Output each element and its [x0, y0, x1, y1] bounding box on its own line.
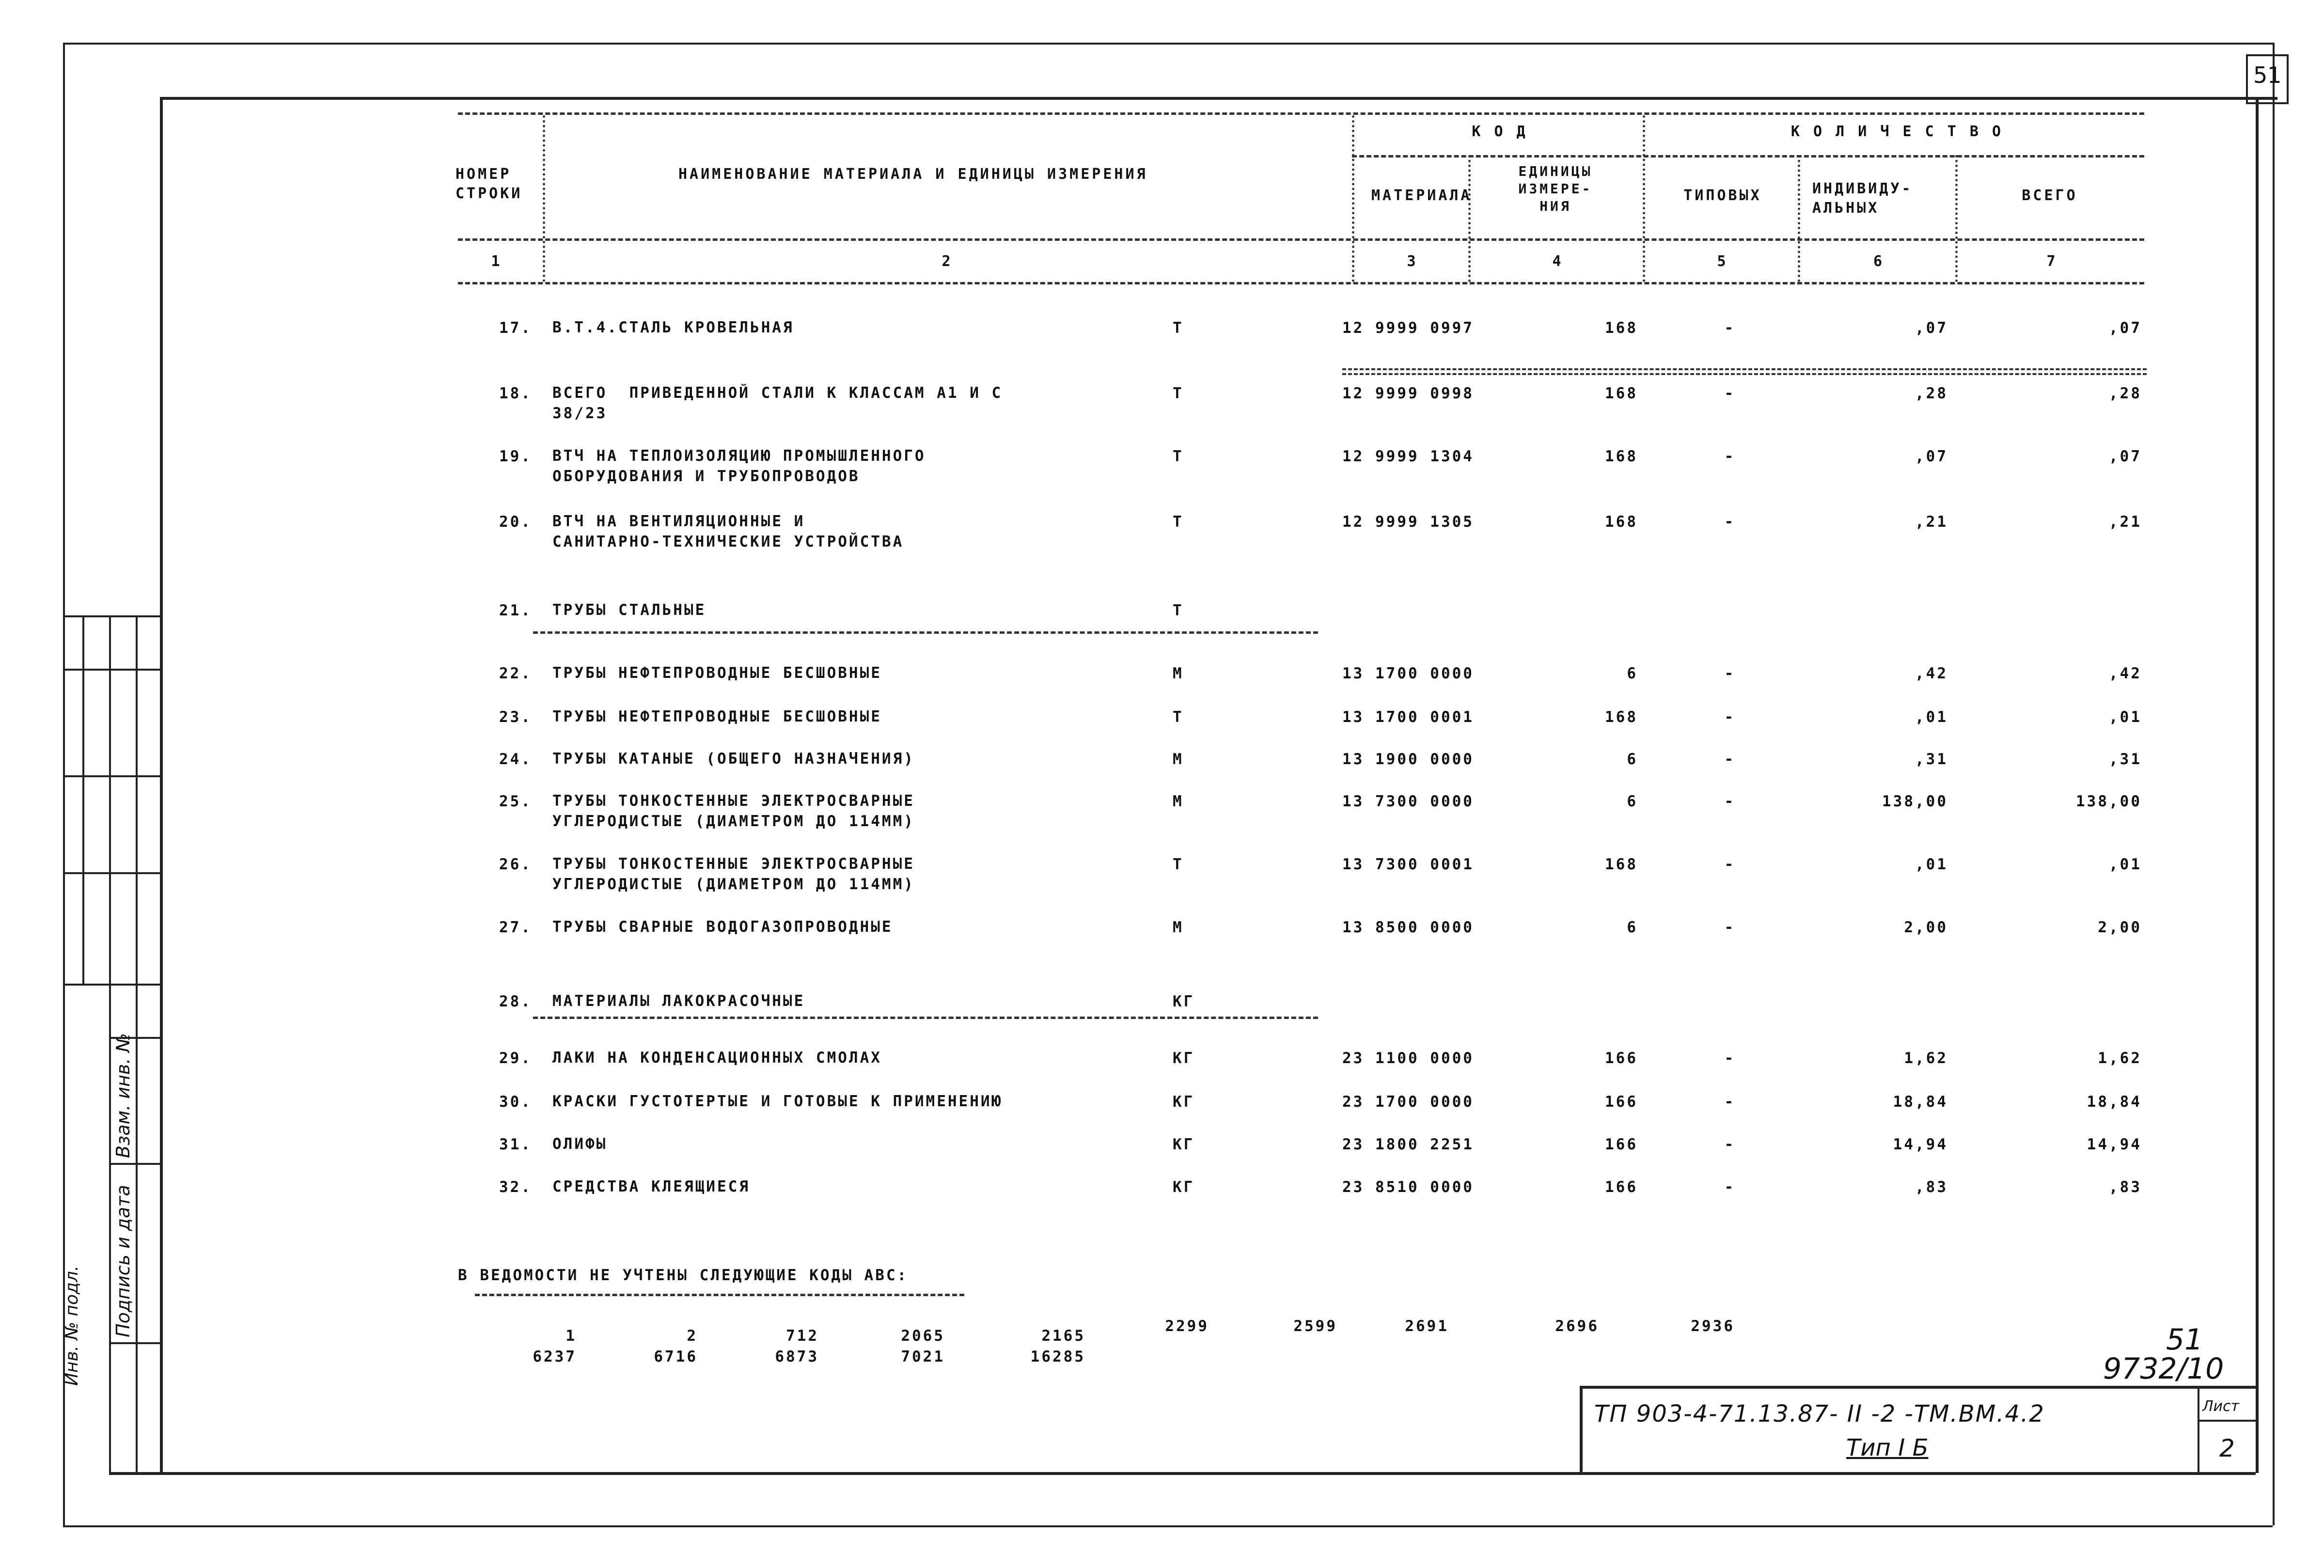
side-label-replace: Взам. инв. № — [112, 1033, 134, 1158]
row-unit-code: 6 — [1627, 793, 1638, 810]
footer-code: 6237 — [533, 1348, 577, 1365]
footer-code: 2065 — [901, 1327, 945, 1345]
row-total: 138,00 — [2076, 793, 2142, 810]
inner-right-border — [2256, 97, 2259, 1473]
footer-code: 2 — [687, 1327, 698, 1345]
row-name: ТРУБЫ КАТАНЫЕ (ОБЩЕГО НАЗНАЧЕНИЯ) — [552, 750, 915, 768]
row-number: 30. — [499, 1093, 532, 1111]
header-num-line — [458, 282, 2144, 284]
row-number: 32. — [499, 1178, 532, 1196]
stamp-doc-type: Тип I Б — [1846, 1434, 1929, 1461]
footer-code: 2599 — [1293, 1317, 1337, 1335]
row-name: ТРУБЫ ТОНКОСТЕННЫЕ ЭЛЕКТРОСВАРНЫЕ УГЛЕРОДИСТЫЕ (ДИАМЕТРОМ ДО 114ММ) — [552, 792, 915, 830]
side-strip-line-3 — [63, 872, 160, 874]
header-top-line — [458, 112, 2144, 115]
hdr-sep-3 — [1468, 155, 1471, 282]
row-individual: ,01 — [1915, 708, 1948, 726]
row-unit: Т — [1173, 856, 1184, 873]
outer-right-border — [2273, 43, 2275, 1525]
row-unit: КГ — [1173, 1136, 1195, 1153]
row-unit-code: 166 — [1605, 1050, 1638, 1067]
col-num-3: 3 — [1407, 253, 1418, 270]
side-strip-line-1 — [63, 669, 160, 671]
footer-code: 7021 — [901, 1348, 945, 1365]
row-unit: Т — [1173, 602, 1184, 619]
row-unit: Т — [1173, 513, 1184, 531]
row-total: ,28 — [2109, 385, 2142, 402]
col-num-7: 7 — [2046, 253, 2058, 270]
header-row-no: НОМЕР СТРОКИ — [455, 166, 523, 202]
row-individual: ,07 — [1915, 448, 1948, 465]
row-total: ,31 — [2109, 751, 2142, 768]
row-code: 12 9999 1304 — [1342, 448, 1474, 465]
row-unit-code: 166 — [1605, 1093, 1638, 1111]
row-typical: - — [1724, 1093, 1736, 1111]
header-name: НАИМЕНОВАНИЕ МАТЕРИАЛА И ЕДИНИЦЫ ИЗМЕРЕНИЯ — [678, 166, 1148, 183]
row-name: ОЛИФЫ — [552, 1135, 608, 1153]
row-code: 23 1800 2251 — [1342, 1136, 1474, 1153]
stamp-number-bottom: 9732/10 — [2103, 1352, 2224, 1386]
double-line-b — [1342, 373, 2147, 375]
footer-code: 2165 — [1041, 1327, 1085, 1345]
row-code: 12 9999 0997 — [1342, 319, 1474, 337]
hdr-sep-6 — [1955, 155, 1958, 282]
row-total: 18,84 — [2087, 1093, 2142, 1111]
outer-bottom-border — [63, 1525, 2273, 1527]
row-individual: 138,00 — [1882, 793, 1948, 810]
row-number: 20. — [499, 513, 532, 531]
row-unit-code: 6 — [1627, 751, 1638, 768]
row-number: 23. — [499, 708, 532, 726]
row-code: 13 7300 0000 — [1342, 793, 1474, 810]
row-unit-code: 6 — [1627, 665, 1638, 682]
row-unit: М — [1173, 751, 1184, 768]
footer-code: 2696 — [1555, 1317, 1599, 1335]
row-typical: - — [1724, 1136, 1736, 1153]
side-strip-divider-1 — [82, 615, 84, 984]
row-total: 14,94 — [2087, 1136, 2142, 1153]
row-typical: - — [1724, 665, 1736, 682]
side-strip-line-7 — [109, 1342, 160, 1344]
header-col-typical: ТИПОВЫХ — [1683, 187, 1762, 204]
side-strip-line-2 — [63, 775, 160, 777]
side-strip-top — [63, 615, 160, 617]
row-unit: КГ — [1173, 1093, 1195, 1111]
row-total: ,83 — [2109, 1178, 2142, 1196]
group-underline-28 — [533, 1017, 1318, 1019]
header-code-group: К О Д — [1472, 123, 1528, 140]
row-code: 12 9999 0998 — [1342, 385, 1474, 402]
row-code: 13 8500 0000 — [1342, 919, 1474, 936]
side-strip-line-4 — [63, 984, 160, 986]
row-typical: - — [1724, 708, 1736, 726]
row-unit: М — [1173, 919, 1184, 936]
row-code: 13 1700 0000 — [1342, 665, 1474, 682]
row-unit-code: 168 — [1605, 708, 1638, 726]
row-individual: ,01 — [1915, 856, 1948, 873]
row-number: 21. — [499, 602, 532, 619]
row-individual: ,42 — [1915, 665, 1948, 682]
row-unit: КГ — [1173, 1050, 1195, 1067]
row-unit-code: 166 — [1605, 1178, 1638, 1196]
row-name: В.Т.4.СТАЛЬ КРОВЕЛЬНАЯ — [552, 319, 794, 336]
stamp-doc-code: ТП 903-4-71.13.87- II -2 -ТМ.ВМ.4.2 — [1594, 1400, 2045, 1427]
row-unit-code: 168 — [1605, 385, 1638, 402]
footer-code: 2691 — [1405, 1317, 1449, 1335]
row-typical: - — [1724, 513, 1736, 531]
row-total: ,01 — [2109, 708, 2142, 726]
row-individual: ,31 — [1915, 751, 1948, 768]
double-line-a — [1342, 368, 2147, 370]
row-name: МАТЕРИАЛЫ ЛАКОКРАСОЧНЫЕ — [552, 992, 805, 1010]
row-unit-code: 168 — [1605, 319, 1638, 337]
row-number: 19. — [499, 448, 532, 465]
header-col-material: МАТЕРИАЛА — [1371, 187, 1472, 204]
row-name: ЛАКИ НА КОНДЕНСАЦИОННЫХ СМОЛАХ — [552, 1049, 882, 1066]
row-individual: ,83 — [1915, 1178, 1948, 1196]
row-unit-code: 166 — [1605, 1136, 1638, 1153]
title-block-divider — [2198, 1386, 2199, 1472]
row-unit: КГ — [1173, 1178, 1195, 1196]
row-total: ,07 — [2109, 448, 2142, 465]
row-code: 13 1900 0000 — [1342, 751, 1474, 768]
row-number: 22. — [499, 665, 532, 682]
hdr-sep-5 — [1798, 155, 1800, 282]
row-individual: 2,00 — [1904, 919, 1948, 936]
header-col-total: ВСЕГО — [2022, 187, 2078, 204]
stamp-number-top: 51 — [2166, 1323, 2203, 1357]
side-strip-divider-2 — [136, 615, 138, 1473]
footer-code: 2299 — [1165, 1317, 1209, 1335]
row-unit-code: 168 — [1605, 448, 1638, 465]
stamp-list-number: 2 — [2219, 1434, 2235, 1462]
col-num-6: 6 — [1873, 253, 1885, 270]
footer-code: 2936 — [1691, 1317, 1735, 1335]
row-typical: - — [1724, 385, 1736, 402]
row-total: 1,62 — [2098, 1050, 2142, 1067]
col-num-2: 2 — [942, 253, 953, 270]
row-typical: - — [1724, 1050, 1736, 1067]
footer-note-underline — [475, 1294, 964, 1296]
row-number: 18. — [499, 385, 532, 402]
group-underline-21 — [533, 631, 1318, 634]
outer-top-border — [63, 43, 2273, 45]
row-typical: - — [1724, 856, 1736, 873]
row-code: 23 8510 0000 — [1342, 1178, 1474, 1196]
row-code: 12 9999 1305 — [1342, 513, 1474, 531]
row-number: 31. — [499, 1136, 532, 1153]
row-unit: Т — [1173, 448, 1184, 465]
row-unit-code: 6 — [1627, 919, 1638, 936]
hdr-sep-1 — [543, 115, 545, 282]
row-individual: 18,84 — [1893, 1093, 1948, 1111]
inner-top-border — [160, 97, 2277, 100]
row-name: ВСЕГО ПРИВЕДЕННОЙ СТАЛИ К КЛАССАМ А1 И С 38/23 — [552, 384, 1003, 422]
row-total: ,21 — [2109, 513, 2142, 531]
row-name: КРАСКИ ГУСТОТЕРТЫЕ И ГОТОВЫЕ К ПРИМЕНЕНИЮ — [552, 1093, 1003, 1110]
side-label-signature: Подпись и дата — [112, 1185, 134, 1337]
row-unit-code: 168 — [1605, 856, 1638, 873]
row-number: 17. — [499, 319, 532, 337]
header-bottom-line — [458, 238, 2144, 241]
row-individual: ,28 — [1915, 385, 1948, 402]
row-number: 24. — [499, 751, 532, 768]
sheet-number: 51 — [2253, 62, 2282, 88]
row-name: СРЕДСТВА КЛЕЯЩИЕСЯ — [552, 1178, 750, 1195]
row-individual: ,21 — [1915, 513, 1948, 531]
row-number: 26. — [499, 856, 532, 873]
header-mid-line — [1352, 155, 2144, 157]
stamp-list-label: Лист — [2202, 1398, 2240, 1415]
side-label-inv: Инв. № подл. — [62, 1265, 82, 1386]
row-typical: - — [1724, 319, 1736, 337]
footer-code: 6873 — [775, 1348, 819, 1365]
row-unit-code: 168 — [1605, 513, 1638, 531]
footer-code: 6716 — [654, 1348, 698, 1365]
row-individual: 14,94 — [1893, 1136, 1948, 1153]
header-qty-group: К О Л И Ч Е С Т В О — [1790, 123, 2004, 140]
row-individual: ,07 — [1915, 319, 1948, 337]
row-typical: - — [1724, 448, 1736, 465]
col-num-1: 1 — [491, 253, 502, 270]
row-code: 13 7300 0001 — [1342, 856, 1474, 873]
row-total: ,01 — [2109, 856, 2142, 873]
row-number: 29. — [499, 1050, 532, 1067]
hdr-sep-2 — [1352, 115, 1354, 282]
row-typical: - — [1724, 793, 1736, 810]
row-code: 23 1100 0000 — [1342, 1050, 1474, 1067]
title-block — [1580, 1386, 2259, 1475]
row-unit: М — [1173, 793, 1184, 810]
title-block-list-line — [2198, 1420, 2256, 1422]
row-typical: - — [1724, 1178, 1736, 1196]
row-individual: 1,62 — [1904, 1050, 1948, 1067]
row-unit: КГ — [1173, 993, 1195, 1010]
row-unit: Т — [1173, 319, 1184, 337]
footer-note: В ВЕДОМОСТИ НЕ УЧТЕНЫ СЛЕДУЮЩИЕ КОДЫ АВС: — [458, 1267, 909, 1284]
hdr-sep-4 — [1643, 115, 1645, 282]
row-name: ТРУБЫ ТОНКОСТЕННЫЕ ЭЛЕКТРОСВАРНЫЕ УГЛЕРОДИСТЫЕ (ДИАМЕТРОМ ДО 114ММ) — [552, 855, 915, 893]
row-name: ТРУБЫ СТАЛЬНЫЕ — [552, 601, 707, 619]
row-typical: - — [1724, 919, 1736, 936]
row-number: 28. — [499, 993, 532, 1010]
row-total: 2,00 — [2098, 919, 2142, 936]
row-total: ,07 — [2109, 319, 2142, 337]
row-unit: Т — [1173, 708, 1184, 726]
col-num-4: 4 — [1552, 253, 1564, 270]
row-number: 27. — [499, 919, 532, 936]
row-code: 13 1700 0001 — [1342, 708, 1474, 726]
row-typical: - — [1724, 751, 1736, 768]
row-name: ВТЧ НА ВЕНТИЛЯЦИОННЫЕ И САНИТАРНО-ТЕХНИЧЕСКИЕ УСТРОЙСТВА — [552, 513, 904, 550]
row-total: ,42 — [2109, 665, 2142, 682]
row-name: ТРУБЫ НЕФТЕПРОВОДНЫЕ БЕСШОВНЫЕ — [552, 664, 882, 682]
header-col-unit: ЕДИНИЦЫ ИЗМЕРЕ- НИЯ — [1518, 163, 1593, 214]
row-unit: Т — [1173, 385, 1184, 402]
header-col-individual: ИНДИВИДУ- АЛЬНЫХ — [1812, 180, 1913, 217]
footer-code: 1 — [565, 1327, 577, 1345]
row-name: ТРУБЫ СВАРНЫЕ ВОДОГАЗОПРОВОДНЫЕ — [552, 918, 893, 936]
row-code: 23 1700 0000 — [1342, 1093, 1474, 1111]
footer-code: 16285 — [1030, 1348, 1085, 1365]
row-unit: М — [1173, 665, 1184, 682]
footer-code: 712 — [786, 1327, 819, 1345]
row-number: 25. — [499, 793, 532, 810]
row-name: ТРУБЫ НЕФТЕПРОВОДНЫЕ БЕСШОВНЫЕ — [552, 708, 882, 725]
row-name: ВТЧ НА ТЕПЛОИЗОЛЯЦИЮ ПРОМЫШЛЕННОГО ОБОРУДОВАНИЯ И ТРУБОПРОВОДОВ — [552, 447, 926, 485]
col-num-5: 5 — [1717, 253, 1728, 270]
